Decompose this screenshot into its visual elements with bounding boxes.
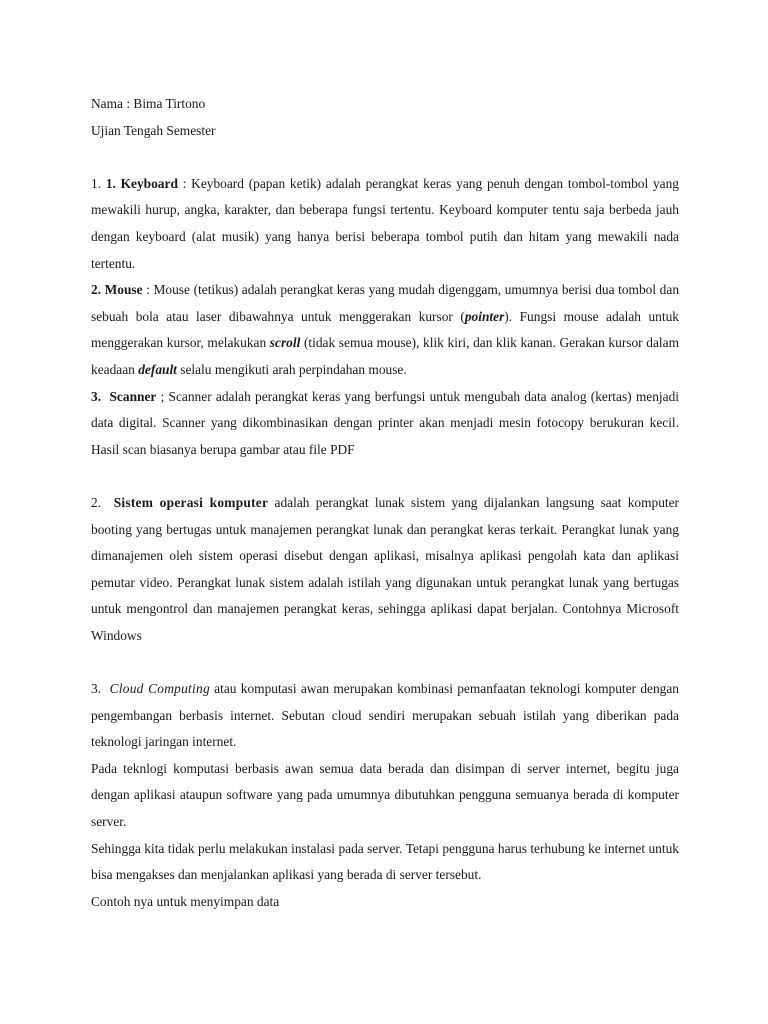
answer-3-number: 3. <box>91 681 102 697</box>
spacer <box>91 463 679 490</box>
answer-1-scanner <box>91 384 679 464</box>
answer-1-mouse <box>91 277 679 383</box>
answer-2-number: 2. <box>91 494 102 510</box>
answer-1-number: 1. <box>91 175 102 191</box>
os-term: Sistem operasi komputer <box>113 494 269 510</box>
student-name-text: Nama : Bima Tirtono <box>91 96 206 111</box>
pointer-term: pointer <box>464 308 505 324</box>
student-name <box>91 91 679 118</box>
answer-3-para-3 <box>91 836 679 889</box>
cloud-para-4-text: Contoh nya untuk menyimpan data <box>91 893 280 909</box>
mouse-text-a: : Mouse (tetikus) adalah perangkat keras yang mudah digenggam, umumnya berisi dua tombol dan sebuah bola atau laser dibawahnya untuk menggerakan kursor ( <box>91 282 680 324</box>
cloud-para-3-text: Sehingga kita tidak perlu melakukan instalasi pada server. Tetapi pengguna harus terhubung ke internet untuk bisa mengakses dan menjalankan aplikasi yang berada di server tersebut. <box>91 840 679 883</box>
scanner-term: 3. Scanner <box>91 388 157 404</box>
document-page <box>91 91 679 915</box>
cloud-para-2-text: Pada teknlogi komputasi berbasis awan semua data berada dan disimpan di server internet, begitu juga dengan aplikasi ataupun software yang pada umumnya dibutuhkan pengguna semuanya berada di komputer server. <box>91 760 679 830</box>
answer-3-para-2 <box>91 756 679 836</box>
default-term: default <box>138 361 177 377</box>
answer-1-keyboard <box>91 171 679 277</box>
keyboard-text: : Keyboard (papan ketik) adalah perangkat keras yang penuh dengan tombol-tombol yang mewakili hurup, angka, karakter, dan beberapa fungsi tertentu. Keyboard komputer tentu saja berbeda jauh dengan keyboard (alat musik) yang hanya berisi beberapa tombol putih dan hitam yang mewakili nada tertentu. <box>91 175 679 271</box>
scanner-text: ; Scanner adalah perangkat keras yang berfungsi untuk mengubah data analog (kertas) menjadi data digital. Scanner yang dikombinasikan dengan printer akan menjadi mesin fotocopy berukuran kecil. Hasil scan biasanya berupa gambar atau file PDF <box>91 388 679 457</box>
spacer <box>91 144 679 171</box>
mouse-text-c: (tidak semua mouse), klik kiri, dan klik kanan. Gerakan kursor dalam keadaan <box>91 335 679 377</box>
mouse-text-d: selalu mengikuti arah perpindahan mouse. <box>176 361 407 377</box>
answer-3-para-4 <box>91 889 679 916</box>
exam-title <box>91 118 679 145</box>
cloud-text: atau komputasi awan merupakan kombinasi pemanfaatan teknologi komputer dengan pengembangan berbasis internet. Sebutan cloud sendiri merupakan sebuah istilah yang diberikan pada teknologi jaringan internet. <box>91 681 679 750</box>
mouse-text-b: ). Fungsi mouse adalah untuk menggerakan kursor, melakukan <box>91 308 679 351</box>
scroll-term: scroll <box>269 335 301 351</box>
spacer <box>91 649 679 676</box>
mouse-term: 2. Mouse <box>91 282 143 298</box>
exam-title-text: Ujian Tengah Semester <box>91 122 216 138</box>
answer-2-os <box>91 490 679 650</box>
answer-3-cloud <box>91 676 679 756</box>
os-text: adalah perangkat lunak sistem yang dijalankan langsung saat komputer booting yang bertugas untuk manajemen perangkat lunak dan perangkat keras terkait. Perangkat lunak yang dimanajemen oleh sistem operasi disebut dengan aplikasi, misalnya aplikasi pengolah kata dan aplikasi pemutar video. Perangkat lunak sistem adalah istilah yang digunakan untuk perangkat lunak yang bertugas untuk mengontrol dan manajemen perangkat keras, sehingga aplikasi dapat berjalan. Contohnya Microsoft Windows <box>91 494 680 643</box>
keyboard-term: 1. Keyboard <box>105 175 178 191</box>
cloud-term: Cloud Computing <box>109 681 210 697</box>
